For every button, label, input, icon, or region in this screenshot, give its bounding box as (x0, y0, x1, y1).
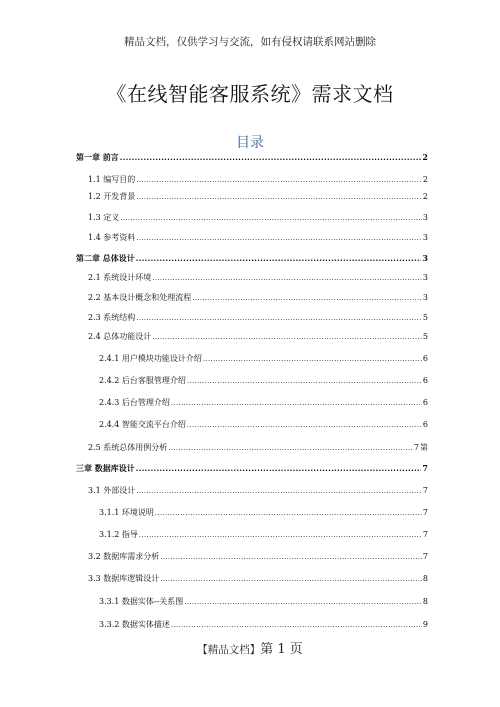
toc-entry-page: 8 (422, 574, 428, 583)
toc-entry[interactable] (99, 507, 428, 519)
toc-entry-page: 6 (422, 354, 428, 363)
toc-entry-title: 3.1 外部设计 (88, 486, 136, 495)
toc-entry-wrap-tail: 第 (420, 443, 428, 452)
toc-entry-title: 2.4.2 后台客服管理介绍 (99, 376, 186, 385)
toc-entry-page: 6 (422, 398, 428, 407)
toc-entry-title: 2.4.3 后台管理介绍 (99, 398, 170, 407)
toc-dot-leader (120, 212, 422, 224)
toc-entry-page: 8 (422, 597, 428, 606)
toc-entry-page: 7 (422, 463, 428, 473)
toc-entry-title: 第二章 总体设计 (76, 253, 135, 263)
toc-entry-page: 7 (422, 530, 428, 539)
toc-entry[interactable] (99, 419, 428, 431)
toc-entry-title: 3.1.2 指导 (99, 530, 138, 539)
toc-entry[interactable] (99, 397, 428, 409)
toc-dot-leader (160, 551, 422, 563)
document-title: 《在线智能客服系统》需求文档 (106, 82, 394, 106)
toc-entry-title: 3.3.2 数据实体描述 (99, 620, 170, 629)
footer-page-label: 第 1 页 (260, 642, 303, 657)
toc-entry[interactable] (76, 151, 428, 163)
toc-entry-title: 2.4.1 用户模块功能设计介绍 (99, 354, 202, 363)
toc-entry-title: 1.1 编写目的 (88, 175, 136, 184)
toc-entry[interactable] (88, 272, 428, 284)
toc-entry[interactable] (99, 353, 428, 365)
page-header-note: 精品文档，仅供学习与交流，如有侵权请联系网站删除 (124, 36, 376, 48)
toc-dot-leader (168, 442, 413, 454)
toc-entry-title: 三章 数据库设计 (76, 463, 135, 473)
toc-entry[interactable] (88, 212, 428, 224)
toc-entry[interactable] (88, 573, 428, 585)
toc-entry-title: 2.4 总体功能设计 (88, 332, 152, 341)
page-footer (0, 638, 500, 657)
toc-dot-leader (152, 331, 422, 343)
toc-entry-title: 1.4 参考资料 (88, 233, 136, 242)
toc-entry-page: 7 (422, 552, 428, 561)
toc-dot-leader (171, 619, 422, 631)
footer-prefix: 【精品文档】 (197, 644, 261, 656)
toc-entry[interactable] (88, 191, 428, 203)
toc-dot-leader (160, 573, 422, 585)
toc-entry[interactable] (88, 331, 428, 343)
toc-entry[interactable] (76, 252, 428, 264)
toc-dot-leader (152, 272, 422, 284)
toc-dot-leader (139, 529, 422, 541)
toc-entry-page: 5 (422, 332, 428, 341)
toc-entry[interactable] (99, 375, 428, 387)
toc-entry-title: 2.1 系统设计环境 (88, 273, 152, 282)
toc-dot-leader (136, 191, 422, 203)
toc-entry-title: 2.2 基本设计概念和处理流程 (88, 293, 192, 302)
toc-entry[interactable] (88, 232, 428, 244)
toc-entry-page: 5 (422, 313, 428, 322)
toc-entry[interactable] (88, 442, 428, 454)
toc-dot-leader (136, 232, 422, 244)
toc-entry[interactable] (88, 312, 428, 324)
toc-entry[interactable] (99, 596, 428, 608)
toc-entry-page: 6 (422, 420, 428, 429)
toc-entry-page: 3 (422, 213, 428, 222)
toc-entry[interactable] (88, 551, 428, 563)
toc-entry[interactable] (88, 174, 428, 186)
toc-heading: 目录 (236, 135, 264, 151)
toc-entry-page: 2 (422, 175, 428, 184)
toc-entry-page: 7 (422, 486, 428, 495)
toc-dot-leader (120, 151, 422, 163)
toc-entry-page: 3 (422, 233, 428, 242)
toc-entry-title: 1.3 定义 (88, 213, 120, 222)
toc-entry-title: 1.2 开发背景 (88, 192, 136, 201)
toc-dot-leader (187, 419, 422, 431)
toc-entry[interactable] (76, 462, 428, 474)
toc-entry-page: 6 (422, 376, 428, 385)
toc-entry-page: 2 (422, 192, 428, 201)
toc-entry-title: 3.1.1 环境说明 (99, 508, 154, 517)
toc-dot-leader (136, 174, 422, 186)
toc-entry[interactable] (99, 529, 428, 541)
toc-entry-page: 9 (422, 620, 428, 629)
toc-dot-leader (155, 507, 422, 519)
toc-dot-leader (192, 292, 422, 304)
toc-entry-title: 3.2 数据库需求分析 (88, 552, 160, 561)
toc-entry-page: 2 (422, 152, 428, 162)
toc-entry-page: 7 (413, 443, 419, 452)
toc-dot-leader (187, 375, 422, 387)
toc-dot-leader (136, 312, 422, 324)
toc-entry-title: 3.3 数据库逻辑设计 (88, 574, 160, 583)
toc-entry-title: 2.4.4 智能交流平台介绍 (99, 420, 186, 429)
toc-entry-page: 3 (422, 293, 428, 302)
toc-dot-leader (184, 596, 422, 608)
toc-dot-leader (136, 252, 422, 264)
toc-entry-title: 3.3.1 数据实体--关系图 (99, 597, 184, 606)
toc-entry-page: 7 (422, 508, 428, 517)
toc-entry-title: 第一章 前言 (76, 152, 119, 162)
toc-entry-title: 2.3 系统结构 (88, 313, 136, 322)
toc-dot-leader (136, 485, 422, 497)
toc-entry[interactable] (88, 292, 428, 304)
toc-dot-leader (203, 353, 422, 365)
toc-entry-page: 3 (422, 273, 428, 282)
toc-entry[interactable] (88, 485, 428, 497)
toc-entry[interactable] (99, 619, 428, 631)
toc-entry-title: 2.5 系统总体用例分析 (88, 443, 168, 452)
toc-dot-leader (136, 462, 422, 474)
toc-dot-leader (171, 397, 422, 409)
toc-entry-page: 3 (422, 253, 428, 263)
